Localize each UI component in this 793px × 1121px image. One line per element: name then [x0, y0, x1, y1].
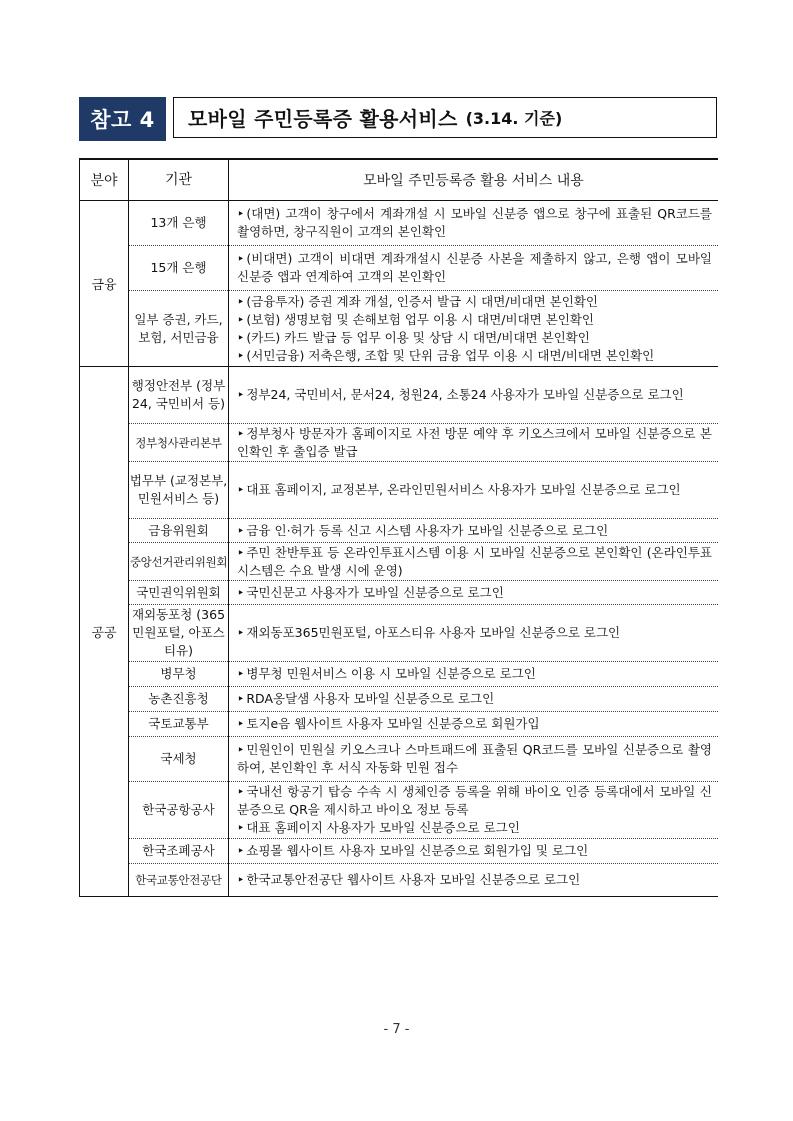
reference-tag: 참고 4 [79, 97, 166, 141]
org-cell: 한국교통안전공단 [129, 864, 229, 897]
column-header-description: 모바일 주민등록증 활용 서비스 내용 [229, 159, 719, 201]
description-cell [229, 424, 719, 462]
page-title: 모바일 주민등록증 활용서비스 [188, 107, 458, 131]
description-item: ‣ 쇼핑몰 웹사이트 사용자 모바일 신분증으로 회원가입 및 로그인 [237, 842, 712, 860]
description-item: ‣ 국내선 항공기 탑승 수속 시 생체인증 등록을 위해 바이오 인증 등록대에서 모바일 신분증으로 QR을 제시하고 바이오 정보 등록 [237, 783, 712, 819]
table-row [80, 839, 719, 864]
org-cell: 농촌진흥청 [129, 687, 229, 712]
table-row [80, 687, 719, 712]
description-cell [229, 201, 719, 246]
description-cell [229, 581, 719, 605]
description-cell [229, 839, 719, 864]
title-box [173, 97, 717, 138]
table-row [80, 864, 719, 897]
description-item: ‣ 재외동포365민원포털, 아포스티유 사용자 모바일 신분증으로 로그인 [237, 624, 712, 642]
table-header-row [80, 159, 719, 201]
service-table [79, 158, 718, 897]
description-cell [229, 519, 719, 543]
description-cell [229, 662, 719, 687]
page-number: - 7 - [383, 1022, 410, 1037]
table-row [80, 462, 719, 519]
description-cell [229, 291, 719, 367]
description-item: ‣ RDA옹달샘 사용자 모바일 신분증으로 로그인 [237, 690, 712, 708]
description-cell [229, 712, 719, 737]
table-row [80, 246, 719, 291]
description-cell [229, 737, 719, 782]
table-row [80, 581, 719, 605]
field-cell: 금융 [80, 201, 129, 367]
org-cell: 국세청 [129, 737, 229, 782]
description-item: ‣ (금융투자) 증권 계좌 개설, 인증서 발급 시 대면/비대면 본인확인 [237, 293, 712, 311]
description-item: ‣ 정부청사 방문자가 홈페이지로 사전 방문 예약 후 키오스크에서 모바일 신분증으로 본인확인 후 출입증 발급 [237, 425, 712, 461]
table-row [80, 519, 719, 543]
description-cell [229, 367, 719, 424]
description-item: ‣ 병무청 민원서비스 이용 시 모바일 신분증으로 로그인 [237, 665, 712, 683]
description-cell [229, 782, 719, 839]
description-cell [229, 246, 719, 291]
org-cell: 국민권익위원회 [129, 581, 229, 605]
description-item: ‣ 대표 홈페이지, 교정본부, 온라인민원서비스 사용자가 모바일 신분증으로 로그인 [237, 481, 712, 499]
column-header-org: 기관 [129, 159, 229, 201]
org-cell: 병무청 [129, 662, 229, 687]
description-item: ‣ (비대면) 고객이 비대면 계좌개설시 신분증 사본을 제출하지 않고, 은행 앱이 모바일 신분증 앱과 연계하여 고객의 본인확인 [237, 250, 712, 286]
description-cell [229, 462, 719, 519]
org-cell: 법무부 (교정본부, 민원서비스 등) [129, 462, 229, 519]
description-item: ‣ 국민신문고 사용자가 모바일 신분증으로 로그인 [237, 584, 712, 602]
org-cell: 재외동포청 (365민원포털, 아포스티유) [129, 605, 229, 662]
table-row [80, 782, 719, 839]
table-row [80, 543, 719, 581]
table-row [80, 424, 719, 462]
description-item: ‣ 금융 인·허가 등록 신고 시스템 사용자가 모바일 신분증으로 로그인 [237, 522, 712, 540]
description-item: ‣ (카드) 카드 발급 등 업무 이용 및 상담 시 대면/비대면 본인확인 [237, 329, 712, 347]
org-cell: 정부청사관리본부 [129, 424, 229, 462]
org-cell: 국토교통부 [129, 712, 229, 737]
description-cell [229, 864, 719, 897]
org-cell: 금융위원회 [129, 519, 229, 543]
table-row [80, 737, 719, 782]
org-cell: 행정안전부 (정부24, 국민비서 등) [129, 367, 229, 424]
description-item: ‣ 토지e음 웹사이트 사용자 모바일 신분증으로 회원가입 [237, 715, 712, 733]
description-item: ‣ (대면) 고객이 창구에서 계좌개설 시 모바일 신분증 앱으로 창구에 표출된 QR코드를 촬영하면, 창구직원이 고객의 본인확인 [237, 205, 712, 241]
description-item: ‣ 민원인이 민원실 키오스크나 스마트패드에 표출된 QR코드를 모바일 신분증으로 촬영하여, 본인확인 후 서식 자동화 민원 접수 [237, 741, 712, 777]
org-cell: 중앙선거관리위원회 [129, 543, 229, 581]
field-cell: 공공 [80, 367, 129, 897]
org-cell: 한국공항공사 [129, 782, 229, 839]
table-row [80, 291, 719, 367]
org-cell: 일부 증권, 카드, 보험, 서민금융 [129, 291, 229, 367]
table-row [80, 712, 719, 737]
table-row [80, 662, 719, 687]
table-body [80, 201, 719, 897]
description-cell [229, 543, 719, 581]
description-item: ‣ 대표 홈페이지 사용자가 모바일 신분증으로 로그인 [237, 819, 712, 837]
description-item: ‣ (서민금융) 저축은행, 조합 및 단위 금융 업무 이용 시 대면/비대면 본인확인 [237, 347, 712, 365]
description-item: ‣ 정부24, 국민비서, 문서24, 청원24, 소통24 사용자가 모바일 신분증으로 로그인 [237, 386, 712, 404]
description-cell [229, 605, 719, 662]
description-item: ‣ 주민 찬반투표 등 온라인투표시스템 이용 시 모바일 신분증으로 본인확인 (온라인투표시스템은 수요 발생 시에 운영) [237, 544, 712, 580]
column-header-field: 분야 [80, 159, 129, 201]
date-note: (3.14. 기준) [465, 109, 563, 128]
table-row [80, 605, 719, 662]
description-item: ‣ 한국교통안전공단 웹사이트 사용자 모바일 신분증으로 로그인 [237, 871, 712, 889]
description-item: ‣ (보험) 생명보험 및 손해보험 업무 이용 시 대면/비대면 본인확인 [237, 311, 712, 329]
table-row [80, 367, 719, 424]
description-cell [229, 687, 719, 712]
org-cell: 한국조폐공사 [129, 839, 229, 864]
org-cell: 15개 은행 [129, 246, 229, 291]
table-row [80, 201, 719, 246]
org-cell: 13개 은행 [129, 201, 229, 246]
